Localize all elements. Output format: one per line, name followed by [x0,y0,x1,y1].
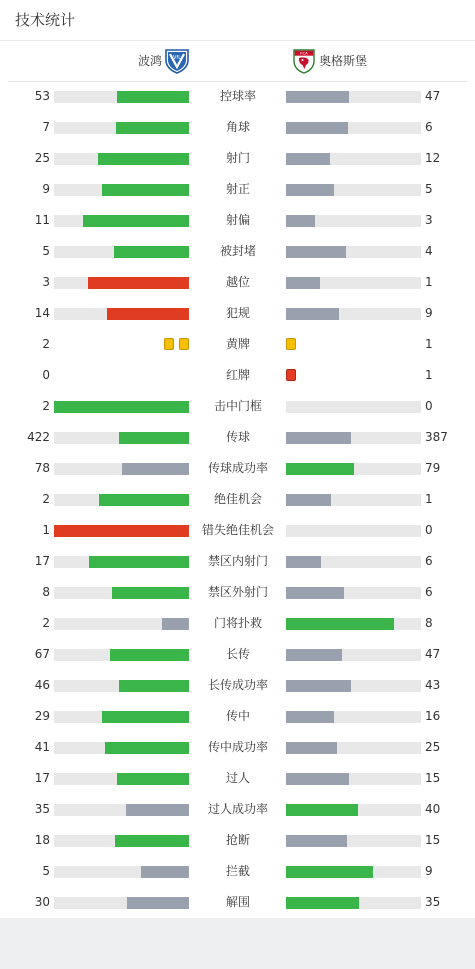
home-stat-bar [54,153,189,165]
away-team-name[interactable]: 奥格斯堡 [319,54,368,68]
away-stat-bar [286,773,421,785]
home-stat-bar-fill [88,277,189,289]
away-stat-value: 16 [425,709,441,723]
stat-label: 长传成功率 [207,678,268,692]
stat-label: 黄牌 [225,337,250,351]
away-stat-value: 0 [425,523,433,537]
away-stat-bar-fill [286,866,373,878]
stat-row [0,112,475,143]
away-stat-bar-fill [286,556,321,568]
away-stat-value: 40 [425,802,441,816]
home-stat-value: 3 [42,275,50,289]
away-stat-bar [286,680,421,692]
home-stat-bar-fill [98,153,189,165]
away-stat-value: 35 [425,895,441,909]
home-stat-bar [54,897,189,909]
stat-row [0,453,475,484]
home-stat-bar [54,246,189,258]
away-stat-bar [286,525,421,537]
away-stat-bar [286,742,421,754]
home-stat-bar-fill [119,432,189,444]
away-stat-bar-fill [286,277,320,289]
yellow-card-icon [179,338,189,350]
stat-row [0,608,475,639]
stat-row [0,205,475,236]
home-stat-bar-fill [115,835,189,847]
stat-row [0,732,475,763]
home-stat-bar-fill [102,711,189,723]
stat-row [0,422,475,453]
stat-label: 禁区内射门 [207,554,268,568]
stat-label: 长传 [225,647,250,661]
home-stat-value: 2 [42,492,50,506]
home-stat-bar [54,308,189,320]
home-stat-bar [54,215,189,227]
away-stat-value: 43 [425,678,441,692]
away-stat-value: 0 [425,399,433,413]
away-stat-bar [286,215,421,227]
away-stat-bar-fill [286,773,349,785]
red-card-icon [286,369,296,381]
home-stat-bar-fill [99,494,189,506]
away-stat-bar-fill [286,649,342,661]
stat-label: 射偏 [225,213,250,227]
stat-row [0,577,475,608]
away-stat-value: 6 [425,120,433,134]
away-stat-value: 8 [425,616,433,630]
away-stat-bar [286,246,421,258]
stat-label: 传球 [225,430,250,444]
stat-row [0,143,475,174]
home-stat-value: 2 [42,616,50,630]
stat-row [0,515,475,546]
away-stat-bar [286,804,421,816]
away-stat-value: 5 [425,182,433,196]
away-stat-value: 47 [425,647,441,661]
stat-row [0,329,475,360]
away-stat-bar-fill [286,153,330,165]
home-stat-bar-fill [102,184,189,196]
home-stat-bar-fill [162,618,189,630]
stat-row [0,825,475,856]
home-stat-value: 0 [42,368,50,382]
away-stat-value: 1 [425,275,433,289]
home-stat-bar-fill [127,897,189,909]
home-stat-value: 2 [42,337,50,351]
away-stat-bar-fill [286,91,349,103]
stat-label: 被封堵 [219,244,256,258]
home-stat-bar-fill [54,401,189,413]
home-stat-bar [54,866,189,878]
home-stat-bar [54,494,189,506]
stat-label: 传球成功率 [207,461,268,475]
away-stat-bar [286,463,421,475]
home-stat-bar [54,432,189,444]
stat-row [0,763,475,794]
away-stat-bar-fill [286,711,334,723]
away-stat-value: 15 [425,833,441,847]
away-stat-bar-fill [286,587,344,599]
away-cards [286,369,296,383]
home-stat-bar [54,804,189,816]
home-stat-value: 17 [34,771,50,785]
stat-label: 射正 [225,182,250,196]
away-stat-bar [286,897,421,909]
stat-row [0,701,475,732]
away-stat-bar [286,587,421,599]
home-stat-bar [54,277,189,289]
away-stat-bar-fill [286,184,334,196]
away-stat-bar-fill [286,308,339,320]
fc-augsburg-crest-icon[interactable] [291,48,317,74]
away-stat-bar [286,308,421,320]
away-stat-value: 1 [425,337,433,351]
stat-label: 传中 [225,709,250,723]
home-stat-bar-fill [107,308,189,320]
away-stat-bar [286,649,421,661]
away-stat-bar-fill [286,246,346,258]
away-stat-bar [286,153,421,165]
away-stat-value: 3 [425,213,433,227]
stat-label: 禁区外射门 [207,585,268,599]
stat-label: 抢断 [225,833,250,847]
home-stat-bar-fill [126,804,189,816]
page-title: 技术统计 [15,11,76,29]
away-stat-value: 25 [425,740,441,754]
home-stat-value: 46 [34,678,50,692]
away-stat-value: 9 [425,864,433,878]
stat-row [0,639,475,670]
away-stat-value: 6 [425,585,433,599]
home-stat-bar [54,525,189,537]
home-stat-bar-fill [105,742,189,754]
home-stat-value: 14 [34,306,50,320]
home-cards [164,338,189,352]
stat-row [0,887,475,918]
home-stat-bar [54,184,189,196]
home-stat-bar [54,711,189,723]
svg-text:FCA: FCA [300,50,308,56]
home-stat-value: 17 [34,554,50,568]
stat-label: 犯规 [225,306,250,320]
home-stat-value: 30 [34,895,50,909]
yellow-card-icon [286,338,296,350]
stat-row [0,670,475,701]
away-stat-bar [286,432,421,444]
home-stat-value: 422 [27,430,50,444]
home-stat-bar [54,742,189,754]
home-stat-bar [54,463,189,475]
stat-label: 绝佳机会 [213,492,262,506]
away-stat-bar-fill [286,742,337,754]
home-stat-value: 9 [42,182,50,196]
away-stat-bar [286,711,421,723]
away-stat-bar-fill [286,897,359,909]
home-stat-value: 7 [42,120,50,134]
away-stat-bar-fill [286,835,347,847]
away-stat-bar-fill [286,432,351,444]
away-stat-value: 1 [425,492,433,506]
stat-row [0,794,475,825]
home-stat-bar-fill [119,680,189,692]
away-stat-value: 9 [425,306,433,320]
away-stat-bar [286,91,421,103]
home-stat-value: 29 [34,709,50,723]
stat-row [0,546,475,577]
home-stat-value: 41 [34,740,50,754]
away-stat-bar-fill [286,680,351,692]
away-stat-bar [286,401,421,413]
stat-label: 错失绝佳机会 [201,523,274,537]
away-stat-value: 1 [425,368,433,382]
stat-label: 解围 [225,895,250,909]
home-stat-bar [54,773,189,785]
stat-row [0,236,475,267]
yellow-card-icon [164,338,174,350]
stat-label: 击中门框 [213,399,262,413]
away-stat-bar [286,618,421,630]
home-stat-bar-fill [117,773,189,785]
home-stat-bar-fill [122,463,189,475]
away-stat-bar-fill [286,618,394,630]
home-stat-value: 11 [34,213,50,227]
stat-row [0,81,475,112]
stat-label: 门将扑救 [213,616,262,630]
stat-label: 控球率 [219,89,256,103]
away-stat-value: 79 [425,461,441,475]
home-stat-value: 2 [42,399,50,413]
header-divider [0,40,475,41]
home-stat-bar-fill [141,866,189,878]
home-stat-bar [54,680,189,692]
home-stat-bar-fill [116,122,189,134]
home-stat-value: 18 [34,833,50,847]
away-cards [286,338,296,352]
home-stat-value: 67 [34,647,50,661]
home-stat-bar [54,122,189,134]
away-stat-bar [286,866,421,878]
home-stat-bar [54,91,189,103]
stat-label: 射门 [225,151,250,165]
home-stat-bar-fill [117,91,189,103]
stat-label: 拦截 [225,864,250,878]
away-stat-value: 6 [425,554,433,568]
away-stat-bar-fill [286,494,331,506]
home-stat-value: 78 [34,461,50,475]
stat-row [0,856,475,887]
away-stat-bar [286,277,421,289]
home-stat-bar [54,556,189,568]
away-stat-value: 12 [425,151,441,165]
stat-row [0,174,475,205]
stat-row [0,267,475,298]
stat-label: 传中成功率 [207,740,268,754]
home-stat-value: 25 [34,151,50,165]
home-stat-bar [54,649,189,661]
stat-label: 越位 [225,275,250,289]
away-stat-bar-fill [286,122,348,134]
away-stat-bar [286,556,421,568]
away-stat-bar [286,494,421,506]
home-stat-bar-fill [89,556,189,568]
away-stat-value: 4 [425,244,433,258]
away-stat-bar [286,122,421,134]
home-stat-bar-fill [114,246,189,258]
away-stat-bar-fill [286,804,358,816]
home-stat-bar-fill [110,649,189,661]
stat-row [0,391,475,422]
away-stat-bar-fill [286,215,315,227]
stat-row [0,298,475,329]
stat-row [0,484,475,515]
home-team-name[interactable]: 波鸿 [137,54,162,68]
away-stat-value: 387 [425,430,448,444]
home-stat-value: 5 [42,244,50,258]
away-stat-bar [286,835,421,847]
away-stat-bar-fill [286,463,354,475]
away-stat-value: 47 [425,89,441,103]
stat-label: 过人成功率 [207,802,268,816]
home-stat-value: 35 [34,802,50,816]
home-stat-bar-fill [83,215,189,227]
vfl-bochum-crest-icon[interactable] [164,48,190,74]
stat-row [0,360,475,391]
away-stat-value: 15 [425,771,441,785]
home-stat-bar [54,401,189,413]
stat-label: 红牌 [225,368,250,382]
home-stat-value: 1 [42,523,50,537]
away-stat-bar [286,184,421,196]
svg-text:VfL: VfL [173,55,181,61]
stat-label: 角球 [225,120,250,134]
home-stat-value: 53 [34,89,50,103]
stat-label: 过人 [225,771,250,785]
home-stat-bar-fill [112,587,189,599]
home-stat-bar [54,835,189,847]
home-stat-value: 5 [42,864,50,878]
home-stat-bar [54,587,189,599]
home-stat-value: 8 [42,585,50,599]
home-stat-bar-fill [54,525,189,537]
home-stat-bar [54,618,189,630]
